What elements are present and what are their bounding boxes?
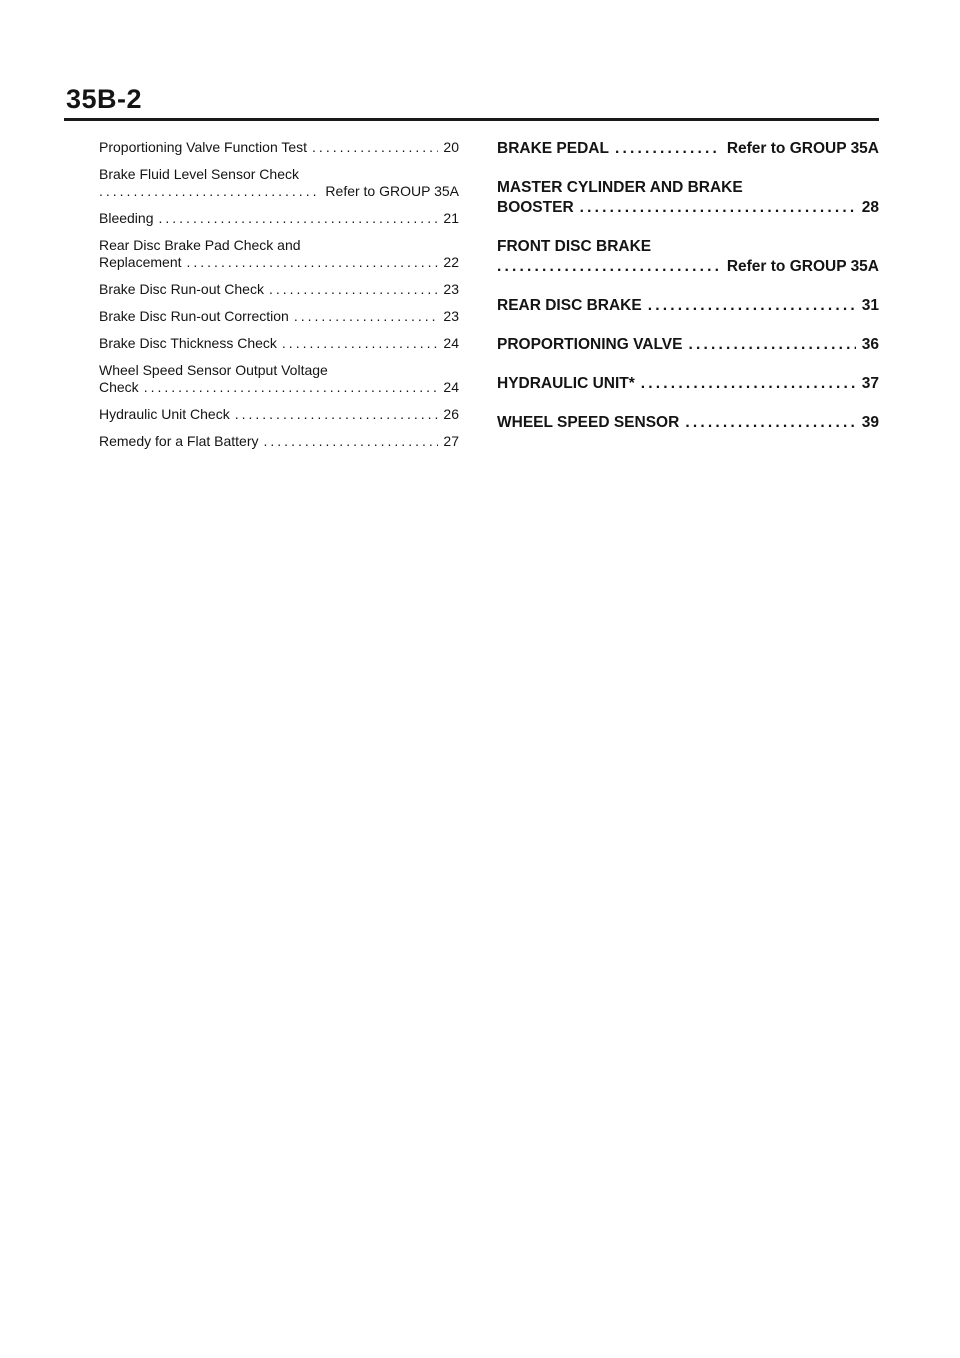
toc-entry[interactable]	[99, 281, 459, 298]
leader-dots	[641, 374, 856, 394]
leader-dots	[269, 281, 438, 298]
toc-section-title: WHEEL SPEED SENSOR	[497, 414, 680, 431]
toc-section-title: REAR DISC BRAKE	[497, 297, 642, 314]
leader-dots	[187, 254, 439, 271]
toc-entry-title: Brake Disc Run-out Check	[99, 281, 264, 297]
leader-dots	[235, 406, 439, 423]
toc-entry-title-cont: Replacement	[99, 254, 182, 270]
toc-entry-page: 24	[443, 335, 459, 351]
toc-section-entry[interactable]	[497, 237, 879, 277]
toc-entry[interactable]	[99, 210, 459, 227]
toc-entry[interactable]	[99, 433, 459, 450]
toc-section-page: 31	[861, 297, 879, 314]
toc-section-entry[interactable]	[497, 374, 879, 394]
toc-section-entry[interactable]	[497, 296, 879, 316]
toc-section-page: Refer to GROUP 35A	[726, 140, 879, 157]
toc-entry-page: 21	[443, 210, 459, 226]
toc-entry-page: 26	[443, 406, 459, 422]
leader-dots	[159, 210, 439, 227]
toc-entry-title: Wheel Speed Sensor Output Voltage	[99, 362, 328, 378]
toc-entry-title-cont: Check	[99, 379, 139, 395]
toc-entry-title: Rear Disc Brake Pad Check and	[99, 237, 301, 253]
toc-entry-page: 24	[443, 379, 459, 395]
page-number: 35B-2	[66, 84, 143, 114]
leader-dots	[580, 198, 856, 218]
toc-entry-title: Hydraulic Unit Check	[99, 406, 230, 422]
toc-section-page: Refer to GROUP 35A	[726, 258, 879, 275]
toc-entry-title: Brake Disc Run-out Correction	[99, 308, 289, 324]
toc-entry-title: Bleeding	[99, 210, 154, 226]
toc-section-title: PROPORTIONING VALVE	[497, 336, 683, 353]
toc-entry-page: 27	[443, 433, 459, 449]
toc-entry[interactable]	[99, 308, 459, 325]
toc-entry-page: 23	[443, 308, 459, 324]
leader-dots	[264, 433, 439, 450]
leader-dots	[144, 379, 439, 396]
toc-entry[interactable]	[99, 139, 459, 156]
toc-entry-page: 20	[443, 139, 459, 155]
toc-section-page: 28	[861, 199, 879, 216]
toc-entry[interactable]	[99, 237, 459, 271]
toc-section-entry[interactable]	[497, 413, 879, 433]
toc-section-page: 39	[861, 414, 879, 431]
header-rule	[64, 118, 879, 121]
toc-entry[interactable]	[99, 362, 459, 396]
toc-section-title: BRAKE PEDAL	[497, 140, 609, 157]
leader-dots	[685, 413, 855, 433]
toc-section-entry[interactable]	[497, 335, 879, 355]
toc-entry-page: 22	[443, 254, 459, 270]
toc-section-title: MASTER CYLINDER AND BRAKE	[497, 179, 743, 196]
toc-entry-title: Remedy for a Flat Battery	[99, 433, 259, 449]
leader-dots	[294, 308, 439, 325]
leader-dots	[282, 335, 439, 352]
toc-section-title-cont: BOOSTER	[497, 199, 574, 216]
toc-entry[interactable]	[99, 335, 459, 352]
leader-dots	[99, 183, 320, 200]
leader-dots	[497, 257, 721, 277]
leader-dots	[688, 335, 855, 355]
toc-entry-page: 23	[443, 281, 459, 297]
toc-entry[interactable]	[99, 166, 459, 200]
toc-right-column	[497, 139, 879, 452]
leader-dots	[312, 139, 438, 156]
leader-dots	[648, 296, 856, 316]
toc-section-entry[interactable]	[497, 139, 879, 159]
toc-section-page: 37	[861, 375, 879, 392]
toc-section-entry[interactable]	[497, 178, 879, 218]
toc-entry[interactable]	[99, 406, 459, 423]
toc-entry-title: Brake Fluid Level Sensor Check	[99, 166, 299, 182]
toc-section-page: 36	[861, 336, 879, 353]
toc-left-column	[99, 139, 459, 460]
toc-section-title: FRONT DISC BRAKE	[497, 238, 652, 255]
leader-dots	[615, 139, 721, 159]
toc-section-title: HYDRAULIC UNIT*	[497, 375, 635, 392]
toc-entry-title: Proportioning Valve Function Test	[99, 139, 308, 155]
toc-entry-page: Refer to GROUP 35A	[325, 183, 459, 199]
toc-entry-title: Brake Disc Thickness Check	[99, 335, 277, 351]
